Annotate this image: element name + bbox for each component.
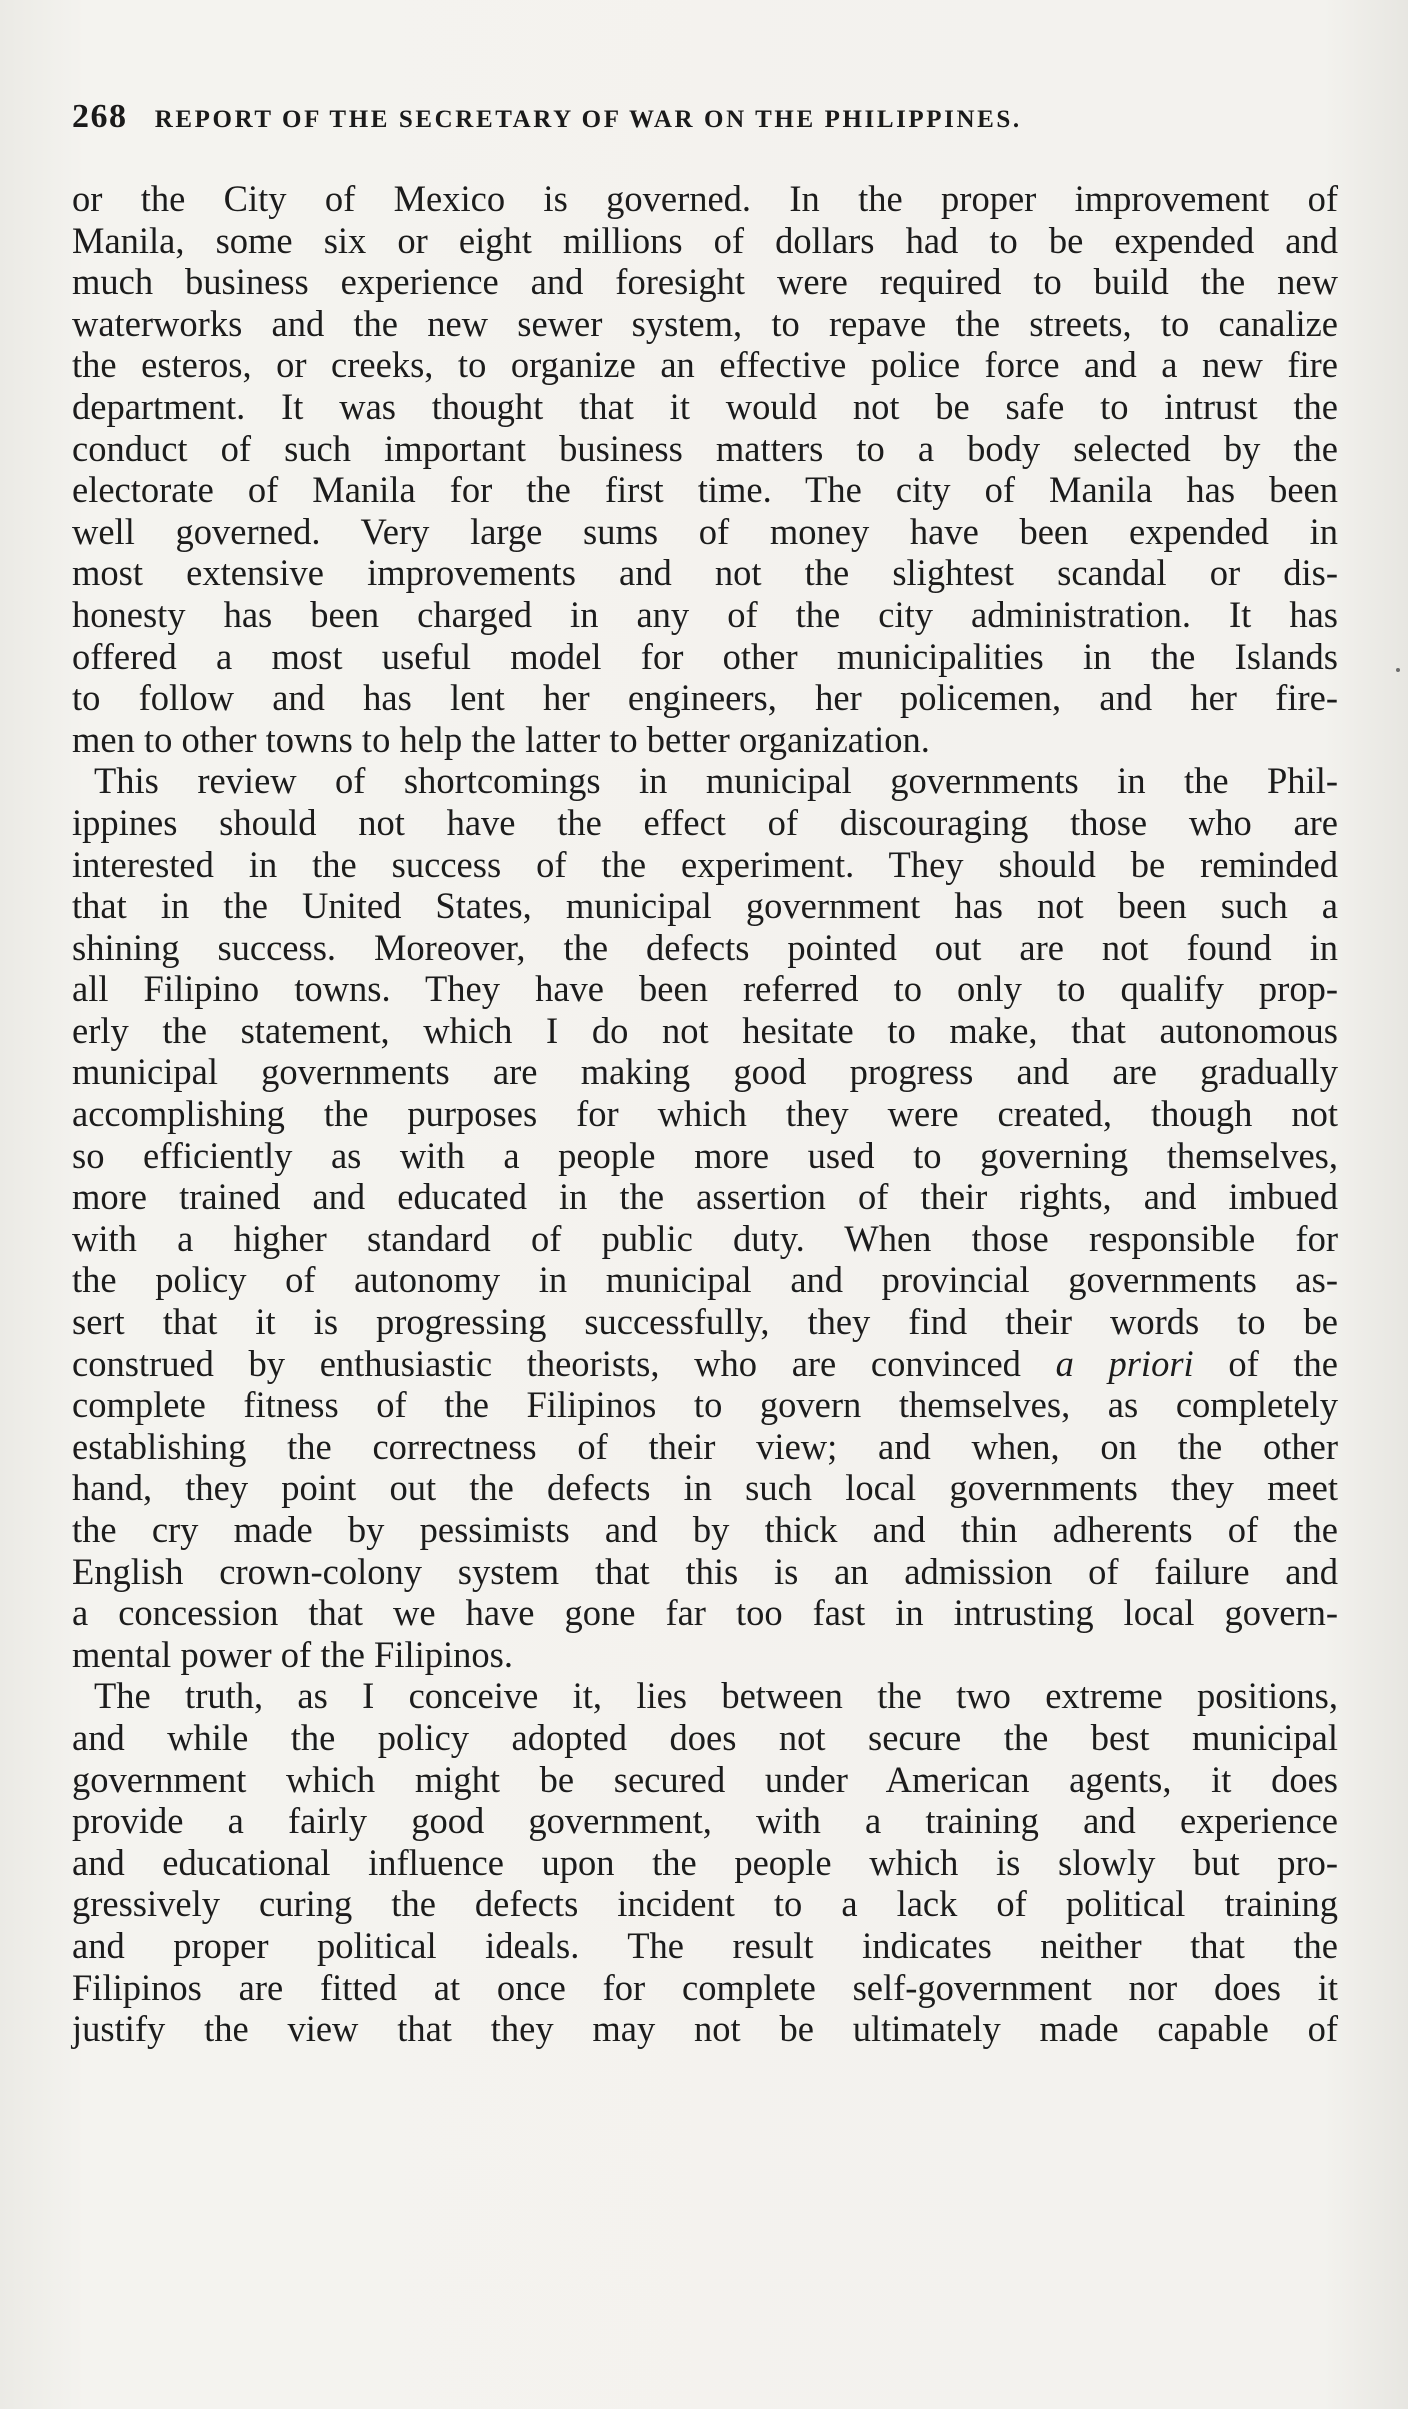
text-line: honesty has been charged in any of the city administration. It has [72,593,1338,635]
text-line: much business experience and foresight were required to build the new [72,261,1338,303]
body-text [72,178,1338,2050]
emphasized-phrase: a priori [1055,1342,1194,1384]
text-line: interested in the success of the experiment. They should be reminded [72,843,1338,885]
text-line: that in the United States, municipal government has not been such a [72,885,1338,927]
text-line: Manila, some six or eight millions of dollars had to be expended and [72,219,1338,261]
text-line: most extensive improvements and not the slightest scandal or dis- [72,552,1338,594]
text-line: department. It was thought that it would not be safe to intrust the [72,385,1338,427]
text-line: erly the statement, which I do not hesitate to make, that autonomous [72,1009,1338,1051]
text-line: men to other towns to help the latter to better organization. [72,718,930,760]
text-line: well governed. Very large sums of money have been expended in [72,510,1338,552]
text-line: the policy of autonomy in municipal and provincial governments as- [72,1259,1338,1301]
text-line: establishing the correctness of their view; and when, on the other [72,1425,1338,1467]
running-title: REPORT OF THE SECRETARY OF WAR ON THE PHILIPPINES. [154,106,1022,133]
text-line: The truth, as I conceive it, lies between the two extreme positions, [94,1675,1338,1717]
scan-speck [1396,668,1400,672]
text-line: more trained and educated in the assertion of their rights, and imbued [72,1176,1338,1218]
paragraph-3 [72,1675,1338,2049]
text-line: offered a most useful model for other municipalities in the Islands [72,635,1338,677]
text-line: Filipinos are fitted at once for complete self-government nor does it [72,1966,1338,2008]
text-line: ippines should not have the effect of discouraging those who are [72,801,1338,843]
page-number: 268 [72,98,128,135]
text-line: English crown-colony system that this is an admission of failure and [72,1550,1338,1592]
text-line: or the City of Mexico is governed. In the proper improvement of [72,178,1338,219]
text-line: electorate of Manila for the first time. The city of Manila has been [72,469,1338,511]
text-line: the esteros, or creeks, to organize an effective police force and a new fire [72,344,1338,386]
text-line-with-emphasis: construed by enthusiastic theorists, who are convinced a priori of the [72,1342,1338,1384]
text-line: gressively curing the defects incident to a lack of political training [72,1883,1338,1925]
text-line: complete fitness of the Filipinos to govern themselves, as completely [72,1384,1338,1426]
text-line: mental power of the Filipinos. [72,1633,513,1675]
text-line: to follow and has lent her engineers, her policemen, and her fire- [72,677,1338,719]
text-line: and while the policy adopted does not secure the best municipal [72,1716,1338,1758]
text-line: so efficiently as with a people more used to governing themselves, [72,1134,1338,1176]
text-line: all Filipino towns. They have been referred to only to qualify prop- [72,968,1338,1010]
text-line: This review of shortcomings in municipal governments in the Phil- [94,760,1338,802]
text-line: conduct of such important business matters to a body selected by the [72,427,1338,469]
text-line: accomplishing the purposes for which they were created, though not [72,1093,1338,1135]
text-line: provide a fairly good government, with a training and experience [72,1800,1338,1842]
text-line: the cry made by pessimists and by thick and thin adherents of the [72,1509,1338,1550]
text-line: and proper political ideals. The result indicates neither that the [72,1924,1338,1966]
text-line: and educational influence upon the people which is slowly but pro- [72,1841,1338,1883]
paragraph-1 [72,178,1338,760]
text-line: sert that it is progressing successfully, they find their words to be [72,1301,1338,1343]
text-line: municipal governments are making good progress and are gradually [72,1051,1338,1093]
text-line: government which might be secured under American agents, it does [72,1758,1338,1800]
text-line: hand, they point out the defects in such local governments they meet [72,1467,1338,1509]
text-line: shining success. Moreover, the defects pointed out are not found in [72,926,1338,968]
paragraph-2 [72,760,1338,1675]
text-line: justify the view that they may not be ultimately made capable of [72,2008,1338,2050]
text-line: a concession that we have gone far too fast in intrusting local govern- [72,1592,1338,1634]
text-line: with a higher standard of public duty. When those responsible for [72,1217,1338,1259]
text-line: waterworks and the new sewer system, to repave the streets, to canalize [72,302,1338,344]
running-head [72,98,1338,136]
